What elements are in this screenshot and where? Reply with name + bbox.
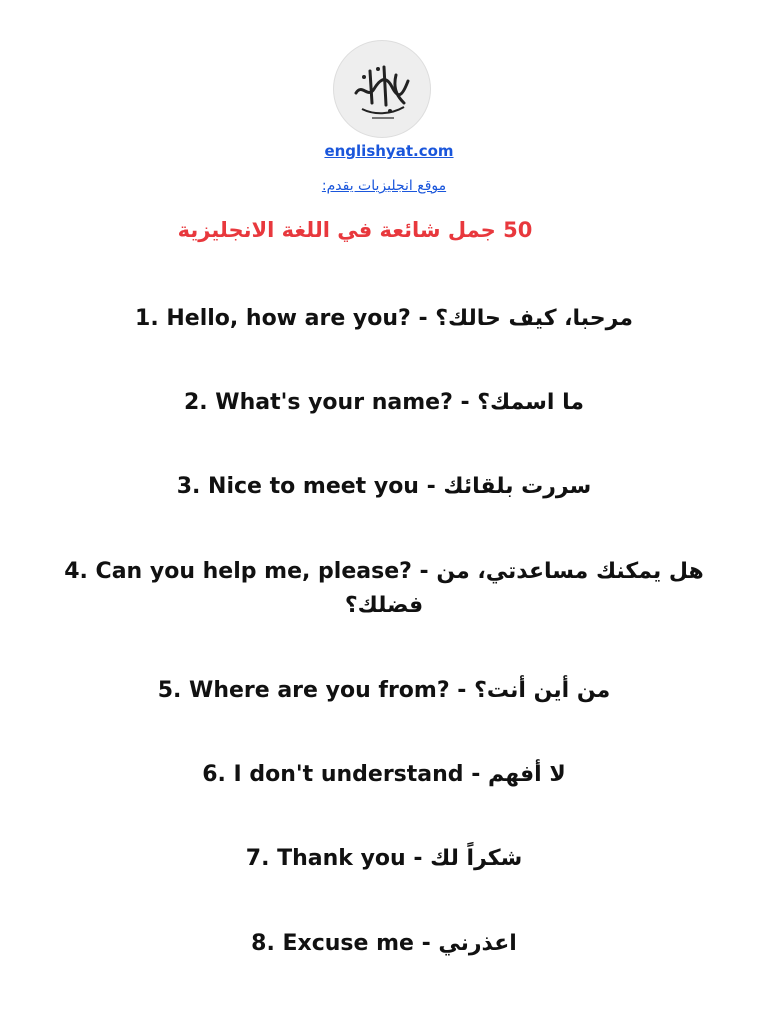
phrase-arabic: هل يمكنك مساعدتي، من فضلك؟ xyxy=(344,559,704,618)
site-link[interactable] xyxy=(0,142,768,160)
phrase-english: 8. Excuse me - xyxy=(251,931,439,956)
phrase-arabic: لا أفهم xyxy=(488,762,566,787)
phrase-line xyxy=(30,758,738,792)
presents-link[interactable]: موقع انجليزيات يقدم: xyxy=(321,178,447,194)
phrase-arabic: مرحبا، كيف حالك؟ xyxy=(435,306,633,331)
phrase-english: 5. Where are you from? - xyxy=(157,678,475,703)
phrase-arabic: ما اسمك؟ xyxy=(477,390,584,415)
phrase-line xyxy=(30,386,738,420)
phrase-line xyxy=(30,927,738,961)
phrase-line xyxy=(30,674,738,708)
page-title: 50 جمل شائعة في اللغة الانجليزية xyxy=(177,218,533,242)
phrase-english: 1. Hello, how are you? - xyxy=(135,306,436,331)
phrase-english: 2. What's your name? - xyxy=(183,390,478,415)
phrase-english: 3. Nice to meet you - xyxy=(176,474,444,499)
phrase-arabic: شكراً لك xyxy=(430,846,523,871)
phrase-line xyxy=(30,470,738,504)
phrase-line xyxy=(50,555,718,623)
phrase-arabic: اعذرني xyxy=(438,931,517,956)
phrase-english: 6. I don't understand - xyxy=(202,762,488,787)
phrase-line xyxy=(30,302,738,336)
phrase-arabic: سررت بلقائك xyxy=(443,474,592,499)
site-logo xyxy=(333,40,431,138)
phrase-english: 7. Thank you - xyxy=(245,846,431,871)
phrase-arabic: من أين أنت؟ xyxy=(474,678,611,703)
calligraphy-logo-icon xyxy=(334,41,430,137)
phrase-line xyxy=(30,842,738,876)
site-link-text[interactable]: englishyat.com xyxy=(324,142,454,160)
phrase-english: 4. Can you help me, please? - xyxy=(64,559,437,584)
